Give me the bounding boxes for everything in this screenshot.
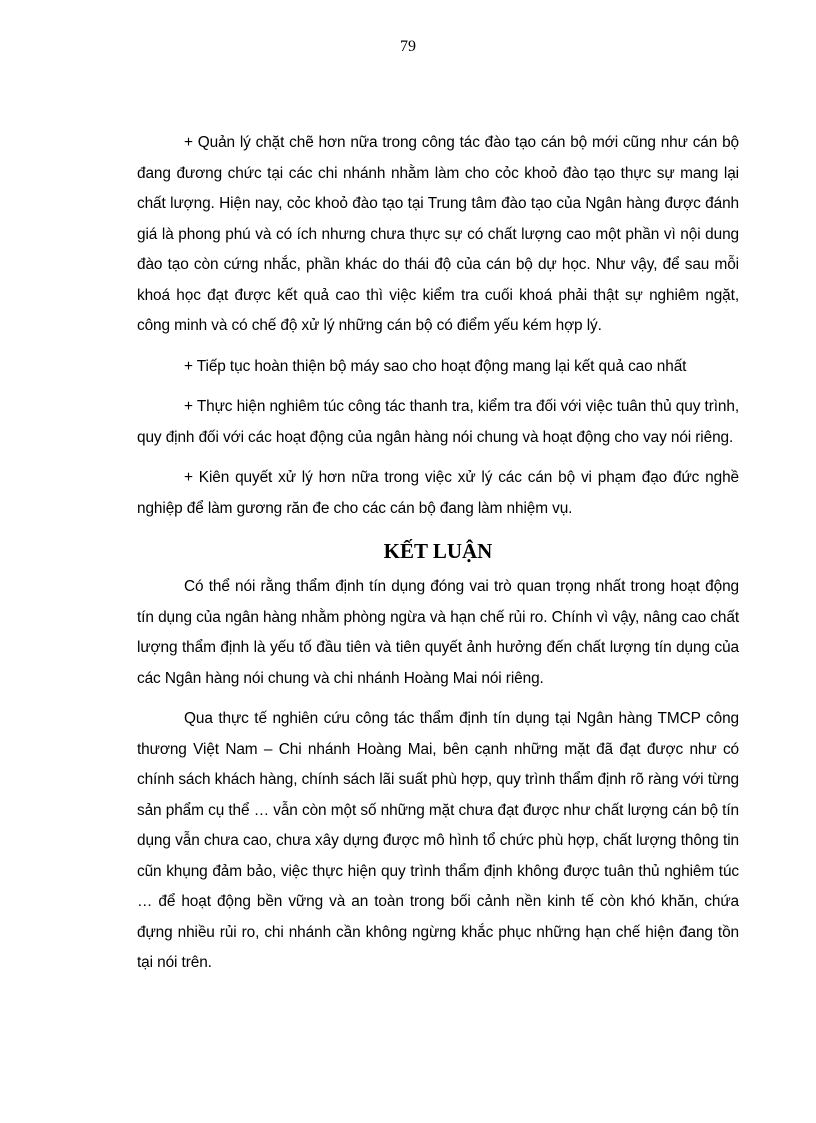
paragraph-conclusion-intro: Có thể nói rằng thẩm định tín dụng đóng vai trò quan trọng nhất trong hoạt động tín dụng của ngân hàng nhằm phòng ngừa và hạn chế rủi ro. Chính vì vậy, nâng cao chất lượng thẩm định là yếu tố đầu tiên và tiên quyết ảnh hưởng đến chất lượng tín dụng của các Ngân hàng nói chung và chi nhánh Hoàng Mai nói riêng. xyxy=(137,578,739,687)
paragraph-training-management: + Quản lý chặt chẽ hơn nữa trong công tác đào tạo cán bộ mới cũng như cán bộ đang đương chức tại các chi nhánh nhằm làm cho cỏc khoỏ đào tạo thực sự mang lại chất lượng. Hiện nay, cỏc khoỏ đào tạo tại Trung tâm đào tạo của Ngân hàng được đánh giá là phong phú và có ích nhưng chưa thực sự có chất lượng cao một phần vì nội dung đào tạo còn cứng nhắc, phần khác do thái độ của cán bộ dự học. Như vậy, để sau mỗi khoá học đạt được kết quả cao thì việc kiểm tra cuối khoá phải thật sự nghiêm ngặt, công minh và có chế độ xử lý những cán bộ có điểm yếu kém hợp lý. xyxy=(137,134,739,334)
page-number: 79 xyxy=(400,38,416,55)
paragraph-discipline: + Kiên quyết xử lý hơn nữa trong việc xử lý các cán bộ vi phạm đạo đức nghề nghiệp để làm gương răn đe cho các cán bộ đang làm nhiệm vụ. xyxy=(137,469,739,517)
paragraph-organization-improvement: + Tiếp tục hoàn thiện bộ máy sao cho hoạt động mang lại kết quả cao nhất xyxy=(184,357,687,375)
paragraph-conclusion-summary: Qua thực tế nghiên cứu công tác thẩm định tín dụng tại Ngân hàng TMCP công thương Việt Nam – Chi nhánh Hoàng Mai, bên cạnh những mặt đã đạt được như có chính sách khách hàng, chính sách lãi suất phù hợp, quy trình thẩm định rõ ràng với từng sản phẩm cụ thể … vẫn còn một số những mặt chưa đạt được như chất lượng cán bộ tín dụng vẫn chưa cao, chưa xây dựng được mô hình tổ chức phù hợp, chất lượng thông tin cũn khụng đảm bảo, việc thực hiện quy trình thẩm định không được tuân thủ nghiêm túc … để hoạt động bền vững và an toàn trong bối cảnh nền kinh tế còn khó khăn, chứa đựng nhiều rủi ro, chi nhánh cần không ngừng khắc phục những hạn chế hiện đang tồn tại nói trên. xyxy=(137,710,739,971)
conclusion-heading: KẾT LUẬN xyxy=(383,539,493,563)
paragraph-inspection: + Thực hiện nghiêm túc công tác thanh tra, kiểm tra đối với việc tuân thủ quy trình, quy định đối với các hoạt động của ngân hàng nói chung và hoạt động cho vay nói riêng. xyxy=(137,398,739,446)
document-body xyxy=(137,128,739,989)
